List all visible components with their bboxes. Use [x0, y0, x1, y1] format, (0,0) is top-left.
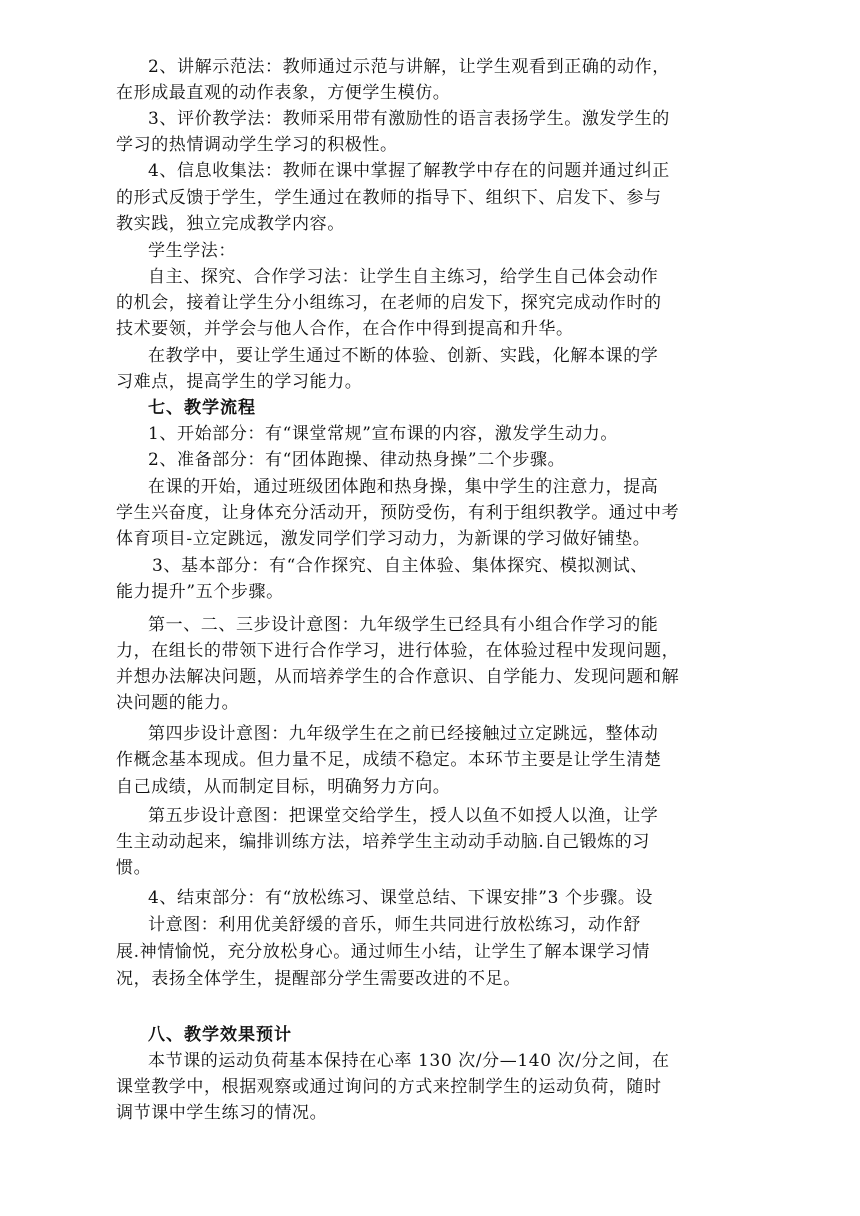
paragraph-line: 在教学中，要让学生通过不断的体验、创新、实践，化解本课的学	[148, 346, 659, 366]
paragraph-line: 2、准备部分：有“团体跑操、律动热身操”二个步骤。	[148, 450, 566, 470]
paragraph-line: 作概念基本现成。但力量不足，成绩不稳定。本环节主要是让学生清楚	[116, 750, 662, 770]
paragraph-line: 教实践，独立完成教学内容。	[116, 214, 345, 234]
paragraph-line: 第四步设计意图：九年级学生在之前已经接触过立定跳远，整体动	[148, 724, 659, 744]
paragraph-line: 本节课的运动负荷基本保持在心率 130 次/分—140 次/分之间，在	[148, 1051, 670, 1071]
paragraph-line: 惯。	[116, 858, 152, 878]
paragraph-line: 1、开始部分：有“课堂常规”宣布课的内容，激发学生动力。	[148, 424, 618, 444]
paragraph-line: 在形成最直观的动作表象，方便学生模仿。	[116, 83, 451, 103]
paragraph-line: 并想办法解决问题，从而培养学生的合作意识、自学能力、发现问题和解	[116, 667, 680, 687]
paragraph-line: 在课的开始，通过班级团体跑和热身操，集中学生的注意力，提高	[148, 477, 659, 497]
paragraph-line: 调节课中学生练习的情况。	[116, 1103, 328, 1123]
paragraph-line: 的机会，接着让学生分小组练习，在老师的启发下，探究完成动作时的	[116, 293, 662, 313]
paragraph-line: 自主、探究、合作学习法：让学生自主练习，给学生自己体会动作	[148, 267, 659, 287]
paragraph-line: 展.神情愉悦，充分放松身心。通过师生小结，让学生了解本课学习情	[116, 942, 651, 962]
paragraph-line: 4、信息收集法：教师在课中掌握了解教学中存在的问题并通过纠正	[148, 161, 670, 181]
paragraph-line: 学生学法：	[148, 241, 236, 261]
paragraph-line: 决问题的能力。	[116, 693, 240, 713]
paragraph-line: 3、基本部分：有“合作探究、自主体验、集体探究、模拟测试、	[152, 556, 648, 576]
paragraph-line: 技术要领，并学会与他人合作，在合作中得到提高和升华。	[116, 319, 574, 339]
paragraph-line: 力，在组长的带领下进行合作学习，进行体验，在体验过程中发现问题，	[116, 641, 680, 661]
paragraph-line: 3、评价教学法：教师采用带有激励性的语言表扬学生。激发学生的	[148, 109, 670, 129]
section-heading-7: 七、教学流程	[148, 398, 256, 418]
paragraph-line: 体育项目-立定跳远，激发同学们学习动力，为新课的学习做好铺垫。	[116, 529, 651, 549]
paragraph-line: 4、结束部分：有“放松练习、课堂总结、下课安排”3 个步骤。设	[148, 888, 654, 908]
paragraph-line: 况，表扬全体学生，提醒部分学生需要改进的不足。	[116, 969, 521, 989]
paragraph-line: 习难点，提高学生的学习能力。	[116, 372, 363, 392]
paragraph-line: 2、讲解示范法：教师通过示范与讲解，让学生观看到正确的动作，	[148, 57, 670, 77]
paragraph-line: 自己成绩，从而制定目标，明确努力方向。	[116, 777, 451, 797]
section-heading-8: 八、教学效果预计	[148, 1025, 292, 1045]
paragraph-line: 生主动动起来，编排训练方法，培养学生主动动手动脑.自己锻炼的习	[116, 832, 651, 852]
paragraph-line: 课堂教学中，根据观察或通过询问的方式来控制学生的运动负荷，随时	[116, 1077, 662, 1097]
paragraph-line: 计意图：利用优美舒缓的音乐，师生共同进行放松练习，动作舒	[148, 915, 641, 935]
paragraph-line: 第一、二、三步设计意图：九年级学生已经具有小组合作学习的能	[148, 615, 659, 635]
paragraph-line: 能力提升”五个步骤。	[116, 582, 284, 602]
paragraph-line: 第五步设计意图：把课堂交给学生，授人以鱼不如授人以渔，让学	[148, 806, 659, 826]
paragraph-line: 学生兴奋度，让身体充分活动开，预防受伤，有利于组织教学。通过中考	[116, 503, 680, 523]
paragraph-line: 的形式反馈于学生，学生通过在教师的指导下、组织下、启发下、参与	[116, 188, 662, 208]
paragraph-line: 学习的热情调动学生学习的积极性。	[116, 135, 398, 155]
